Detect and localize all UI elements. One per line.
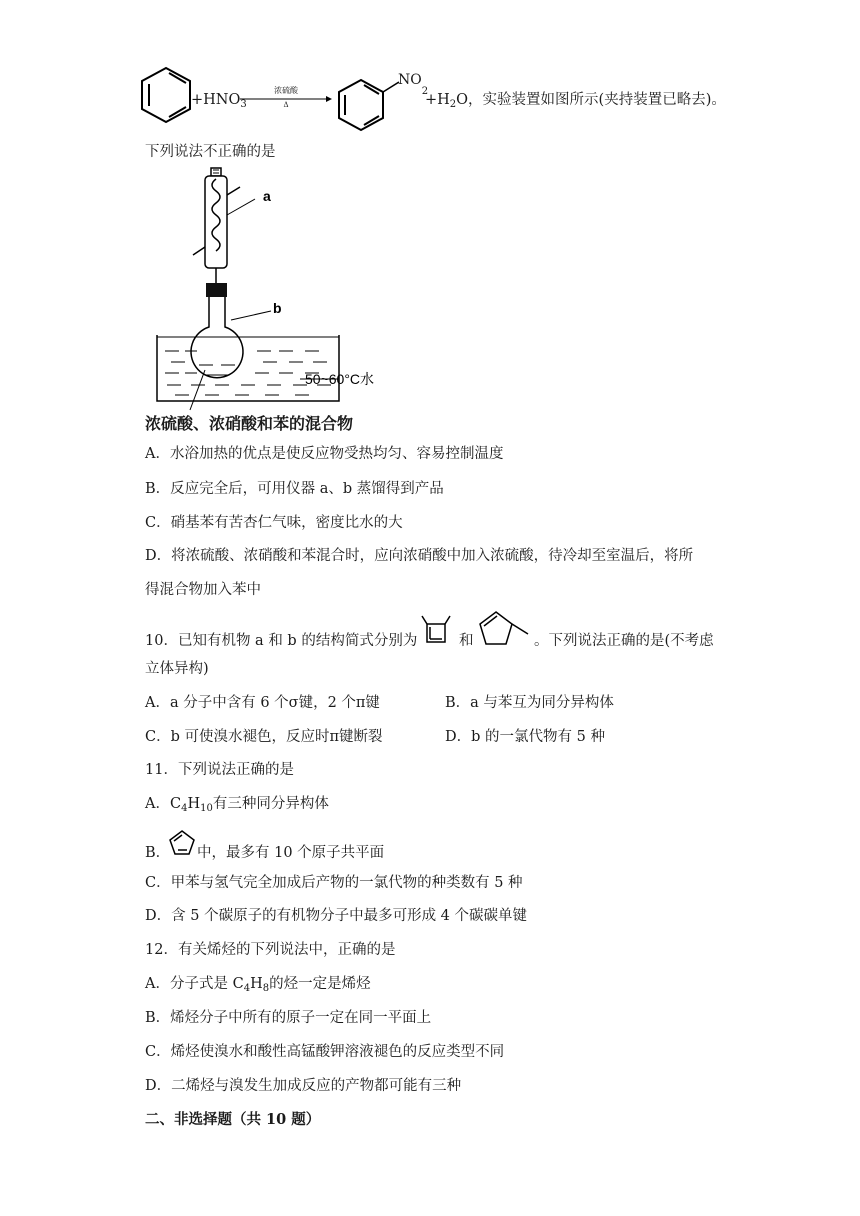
- q9-option-d-cont: 得混合物加入苯中: [145, 582, 261, 598]
- q11-option-b-post: 中，最多有 10 个原子共平面: [197, 845, 385, 861]
- q9-option-d: D．将浓硫酸、浓硝酸和苯混合时，应向浓硝酸中加入浓硫酸，待冷却至室温后，将所: [145, 548, 694, 564]
- q11-option-b-pre: B．: [145, 845, 171, 861]
- q12-option-a: A．分子式是 $C_4H_8$的烃一定是烯烃: [145, 976, 371, 994]
- section-2-title: 二、非选择题（共 10 题）: [145, 1111, 321, 1128]
- q10-stem-cont: 立体异构): [145, 661, 209, 677]
- q9-option-c: C．硝基苯有苦杏仁气味，密度比水的大: [145, 515, 403, 531]
- q11-option-d: D．含 5 个碳原子的有机物分子中最多可形成 4 个碳碳单键: [145, 908, 528, 924]
- reagent-hno3: $+HNO_3$: [191, 92, 247, 110]
- q11-option-c: C．甲苯与氢气完全加成后产物的一氯代物的种类数有 5 种: [145, 875, 523, 891]
- reaction-condition-bottom: Δ: [283, 101, 289, 109]
- q10-option-c: C．b 可使溴水褪色，反应时π键断裂: [145, 729, 383, 745]
- q10-option-d: D．b 的一氯代物有 5 种: [445, 729, 605, 745]
- compound-b-structure: [474, 608, 536, 652]
- q10-stem-end: 。下列说法正确的是(不考虑: [534, 633, 714, 649]
- reaction-arrow: [240, 86, 332, 110]
- apparatus-caption: 浓硫酸、浓硝酸和苯的混合物: [145, 414, 354, 433]
- q12-option-c: C．烯烃使溴水和酸性高锰酸钾溶液褪色的反应类型不同: [145, 1044, 505, 1060]
- q12-stem: 12．有关烯烃的下列说法中，正确的是: [145, 942, 396, 958]
- reaction-condition-top: 浓硫酸: [274, 86, 298, 95]
- compound-a-structure: [420, 612, 460, 650]
- q11-option-a: A．$C_4H_{10}$有三种同分异构体: [145, 796, 329, 814]
- q11-stem: 11．下列说法正确的是: [145, 762, 294, 778]
- nitration-apparatus-diagram: [145, 165, 400, 415]
- q9-option-a: A．水浴加热的优点是使反应物受热均匀、容易控制温度: [145, 446, 504, 462]
- q12-option-b: B．烯烃分子中所有的原子一定在同一平面上: [145, 1010, 432, 1026]
- q10-stem-and: 和: [459, 633, 474, 649]
- apparatus-label-b: b: [273, 300, 282, 316]
- nitro-group-label: $NO_2$: [398, 72, 429, 97]
- q10-option-b: B．a 与苯互为同分异构体: [445, 695, 614, 711]
- reaction-products-text: $+H_2O$，实验装置如图所示(夹持装置已略去)。: [425, 92, 726, 110]
- q12-option-d: D．二烯烃与溴发生加成反应的产物都可能有三种: [145, 1078, 462, 1094]
- apparatus-label-water: 50~60°C水: [305, 371, 375, 387]
- q10-stem: 10．已知有机物 a 和 b 的结构简式分别为: [145, 633, 418, 649]
- q10-option-a: A．a 分子中含有 6 个σ键，2 个π键: [145, 695, 380, 711]
- cyclopentadiene-structure: [167, 829, 197, 857]
- q9-option-b: B．反应完全后，可用仪器 a、b 蒸馏得到产品: [145, 481, 444, 497]
- apparatus-label-a: a: [263, 188, 271, 204]
- q9-stem: 下列说法不正确的是: [145, 144, 276, 160]
